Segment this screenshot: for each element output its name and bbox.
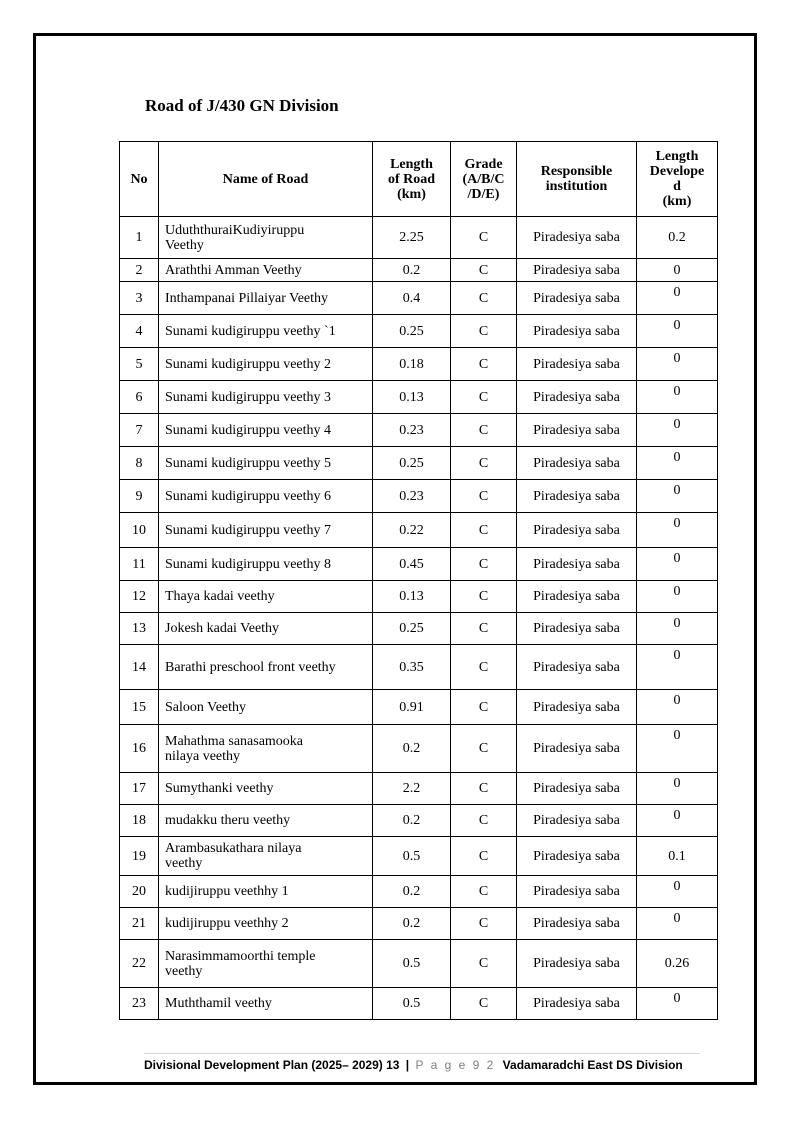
cell-grade: C — [451, 876, 517, 908]
cell-developed: 0 — [637, 645, 718, 690]
cell-grade: C — [451, 259, 517, 282]
table-row — [120, 282, 718, 315]
cell-grade: C — [451, 581, 517, 613]
road-name-line: Arambasukathara nilaya — [165, 841, 302, 856]
table-row — [120, 725, 718, 773]
cell-road-name — [159, 414, 373, 447]
cell-no: 2 — [120, 259, 159, 282]
cell-institution: Piradesiya saba — [517, 548, 637, 581]
cell-developed: 0 — [637, 876, 718, 908]
cell-grade: C — [451, 480, 517, 513]
cell-grade: C — [451, 837, 517, 876]
cell-developed: 0 — [637, 773, 718, 805]
table-row — [120, 259, 718, 282]
road-name-line: UduththuraiKudiyiruppu — [165, 222, 305, 238]
table-row — [120, 805, 718, 837]
table-row — [120, 381, 718, 414]
cell-institution: Piradesiya saba — [517, 447, 637, 480]
cell-developed: 0 — [637, 988, 718, 1020]
cell-no: 5 — [120, 348, 159, 381]
table-row — [120, 940, 718, 988]
cell-institution: Piradesiya saba — [517, 837, 637, 876]
cell-developed: 0 — [637, 259, 718, 282]
cell-developed: 0.2 — [637, 217, 718, 259]
cell-institution: Piradesiya saba — [517, 217, 637, 259]
cell-grade: C — [451, 940, 517, 988]
road-name-line: Inthampanai Pillaiyar Veethy — [165, 290, 329, 306]
road-name-line: Mahathma sanasamooka — [165, 733, 304, 749]
cell-developed: 0 — [637, 581, 718, 613]
cell-grade: C — [451, 805, 517, 837]
cell-no: 1 — [120, 217, 159, 259]
table-row — [120, 414, 718, 447]
cell-grade: C — [451, 381, 517, 414]
table-row — [120, 581, 718, 613]
cell-grade: C — [451, 725, 517, 773]
cell-no: 19 — [120, 837, 159, 876]
cell-length: 0.35 — [373, 645, 451, 690]
cell-no: 22 — [120, 940, 159, 988]
cell-institution: Piradesiya saba — [517, 613, 637, 645]
cell-road-name — [159, 725, 373, 773]
cell-institution: Piradesiya saba — [517, 690, 637, 725]
cell-no: 20 — [120, 876, 159, 908]
cell-length: 0.91 — [373, 690, 451, 725]
table-row — [120, 613, 718, 645]
cell-institution: Piradesiya saba — [517, 381, 637, 414]
cell-length: 0.25 — [373, 447, 451, 480]
cell-length: 0.2 — [373, 725, 451, 773]
cell-grade: C — [451, 773, 517, 805]
page-footer — [144, 1058, 683, 1072]
cell-length: 0.2 — [373, 259, 451, 282]
cell-institution: Piradesiya saba — [517, 414, 637, 447]
cell-developed: 0 — [637, 805, 718, 837]
cell-length: 0.2 — [373, 876, 451, 908]
footer-page-number: P a g e 9 2 — [415, 1058, 496, 1072]
cell-no: 16 — [120, 725, 159, 773]
cell-developed: 0 — [637, 414, 718, 447]
cell-no: 3 — [120, 282, 159, 315]
cell-no: 4 — [120, 315, 159, 348]
cell-length: 0.4 — [373, 282, 451, 315]
road-name-line: Sunami kudigiruppu veethy 6 — [165, 488, 332, 504]
cell-institution: Piradesiya saba — [517, 645, 637, 690]
cell-length: 0.45 — [373, 548, 451, 581]
footer-division: Vadamaradchi East DS Division — [502, 1058, 683, 1072]
cell-road-name — [159, 217, 373, 259]
table-row — [120, 548, 718, 581]
cell-length: 2.25 — [373, 217, 451, 259]
road-name-line: Veethy — [165, 237, 204, 253]
table-row — [120, 348, 718, 381]
cell-length: 0.25 — [373, 315, 451, 348]
cell-length: 0.2 — [373, 908, 451, 940]
cell-length: 0.13 — [373, 381, 451, 414]
cell-no: 12 — [120, 581, 159, 613]
road-name-line: Sunami kudigiruppu veethy 5 — [165, 455, 332, 471]
road-name-line: Saloon Veethy — [165, 699, 247, 715]
cell-length: 0.5 — [373, 837, 451, 876]
cell-road-name — [159, 773, 373, 805]
road-name-line: Thaya kadai veethy — [165, 589, 275, 604]
cell-road-name — [159, 805, 373, 837]
table-row — [120, 480, 718, 513]
cell-developed: 0 — [637, 613, 718, 645]
cell-no: 21 — [120, 908, 159, 940]
cell-developed: 0 — [637, 282, 718, 315]
cell-developed: 0 — [637, 447, 718, 480]
cell-road-name — [159, 645, 373, 690]
cell-developed: 0 — [637, 548, 718, 581]
table-row — [120, 513, 718, 548]
cell-no: 6 — [120, 381, 159, 414]
cell-length: 0.18 — [373, 348, 451, 381]
cell-no: 7 — [120, 414, 159, 447]
cell-length: 0.2 — [373, 805, 451, 837]
road-name-line: veethy — [165, 856, 203, 871]
cell-road-name — [159, 988, 373, 1020]
cell-road-name — [159, 548, 373, 581]
cell-institution: Piradesiya saba — [517, 315, 637, 348]
cell-grade: C — [451, 447, 517, 480]
cell-no: 13 — [120, 613, 159, 645]
cell-developed: 0.1 — [637, 837, 718, 876]
cell-length: 0.5 — [373, 940, 451, 988]
road-name-line: Barathi preschool front veethy — [165, 659, 336, 675]
cell-grade: C — [451, 908, 517, 940]
table-header-row — [120, 142, 718, 217]
section-title: Road of J/430 GN Division — [145, 96, 339, 115]
footer-rule — [144, 1053, 700, 1054]
header-grade: Grade (A/B/C /D/E) — [451, 142, 517, 217]
table-row — [120, 908, 718, 940]
road-name-line: Sumythanki veethy — [165, 781, 274, 796]
cell-developed: 0 — [637, 513, 718, 548]
header-length: Length of Road (km) — [373, 142, 451, 217]
table-row — [120, 876, 718, 908]
header-no: No — [120, 142, 159, 217]
cell-developed: 0 — [637, 315, 718, 348]
cell-developed: 0 — [637, 725, 718, 773]
road-name-line: Araththi Amman Veethy — [165, 262, 302, 278]
road-name-line: kudijiruppu veethhy 1 — [165, 884, 289, 899]
cell-institution: Piradesiya saba — [517, 480, 637, 513]
cell-length: 2.2 — [373, 773, 451, 805]
cell-grade: C — [451, 414, 517, 447]
cell-no: 8 — [120, 447, 159, 480]
cell-road-name — [159, 315, 373, 348]
road-name-line: Sunami kudigiruppu veethy 7 — [165, 522, 332, 538]
cell-developed: 0 — [637, 381, 718, 414]
road-name-line: Muththamil veethy — [165, 996, 272, 1011]
cell-no: 17 — [120, 773, 159, 805]
cell-road-name — [159, 837, 373, 876]
cell-grade: C — [451, 282, 517, 315]
cell-institution: Piradesiya saba — [517, 940, 637, 988]
cell-developed: 0.26 — [637, 940, 718, 988]
cell-length: 0.23 — [373, 414, 451, 447]
cell-grade: C — [451, 348, 517, 381]
cell-institution: Piradesiya saba — [517, 805, 637, 837]
road-name-line: Sunami kudigiruppu veethy `1 — [165, 323, 336, 339]
cell-no: 18 — [120, 805, 159, 837]
cell-no: 10 — [120, 513, 159, 548]
cell-no: 23 — [120, 988, 159, 1020]
cell-institution: Piradesiya saba — [517, 725, 637, 773]
cell-no: 9 — [120, 480, 159, 513]
road-name-line: mudakku theru veethy — [165, 813, 291, 828]
footer-separator: | — [405, 1058, 410, 1072]
table-row — [120, 315, 718, 348]
cell-grade: C — [451, 513, 517, 548]
cell-institution: Piradesiya saba — [517, 908, 637, 940]
cell-institution: Piradesiya saba — [517, 581, 637, 613]
cell-road-name — [159, 259, 373, 282]
road-name-line: Jokesh kadai Veethy — [165, 621, 280, 636]
cell-grade: C — [451, 315, 517, 348]
road-name-line: Sunami kudigiruppu veethy 8 — [165, 556, 332, 572]
cell-road-name — [159, 876, 373, 908]
cell-no: 14 — [120, 645, 159, 690]
header-institution: Responsible institution — [517, 142, 637, 217]
cell-road-name — [159, 447, 373, 480]
footer-plan: Divisional Development Plan (2025– 2029) 13 — [144, 1058, 400, 1072]
cell-no: 11 — [120, 548, 159, 581]
cell-road-name — [159, 282, 373, 315]
cell-road-name — [159, 348, 373, 381]
cell-length: 0.23 — [373, 480, 451, 513]
cell-length: 0.5 — [373, 988, 451, 1020]
road-name-line: veethy — [165, 963, 203, 979]
cell-institution: Piradesiya saba — [517, 876, 637, 908]
cell-institution: Piradesiya saba — [517, 513, 637, 548]
cell-road-name — [159, 940, 373, 988]
cell-road-name — [159, 480, 373, 513]
cell-road-name — [159, 613, 373, 645]
header-developed: Length Develope d (km) — [637, 142, 718, 217]
cell-length: 0.13 — [373, 581, 451, 613]
cell-institution: Piradesiya saba — [517, 348, 637, 381]
header-name: Name of Road — [159, 142, 373, 217]
cell-length: 0.22 — [373, 513, 451, 548]
road-name-line: Narasimmamoorthi temple — [165, 948, 316, 964]
cell-grade: C — [451, 613, 517, 645]
table-row — [120, 690, 718, 725]
table-row — [120, 645, 718, 690]
cell-road-name — [159, 908, 373, 940]
road-name-line: nilaya veethy — [165, 748, 241, 764]
table-row — [120, 773, 718, 805]
cell-institution: Piradesiya saba — [517, 773, 637, 805]
cell-road-name — [159, 513, 373, 548]
cell-developed: 0 — [637, 348, 718, 381]
cell-developed: 0 — [637, 690, 718, 725]
cell-institution: Piradesiya saba — [517, 282, 637, 315]
table-row — [120, 837, 718, 876]
cell-grade: C — [451, 690, 517, 725]
table-row — [120, 447, 718, 480]
cell-developed: 0 — [637, 908, 718, 940]
cell-grade: C — [451, 217, 517, 259]
table-row — [120, 217, 718, 259]
roads-table — [119, 141, 718, 1020]
cell-road-name — [159, 690, 373, 725]
cell-road-name — [159, 381, 373, 414]
cell-grade: C — [451, 548, 517, 581]
cell-grade: C — [451, 645, 517, 690]
table-row — [120, 988, 718, 1020]
cell-institution: Piradesiya saba — [517, 259, 637, 282]
cell-length: 0.25 — [373, 613, 451, 645]
cell-grade: C — [451, 988, 517, 1020]
cell-road-name — [159, 581, 373, 613]
road-name-line: Sunami kudigiruppu veethy 3 — [165, 389, 332, 405]
cell-developed: 0 — [637, 480, 718, 513]
cell-institution: Piradesiya saba — [517, 988, 637, 1020]
road-name-line: kudijiruppu veethhy 2 — [165, 916, 289, 931]
cell-no: 15 — [120, 690, 159, 725]
road-name-line: Sunami kudigiruppu veethy 4 — [165, 422, 332, 438]
road-name-line: Sunami kudigiruppu veethy 2 — [165, 356, 332, 372]
